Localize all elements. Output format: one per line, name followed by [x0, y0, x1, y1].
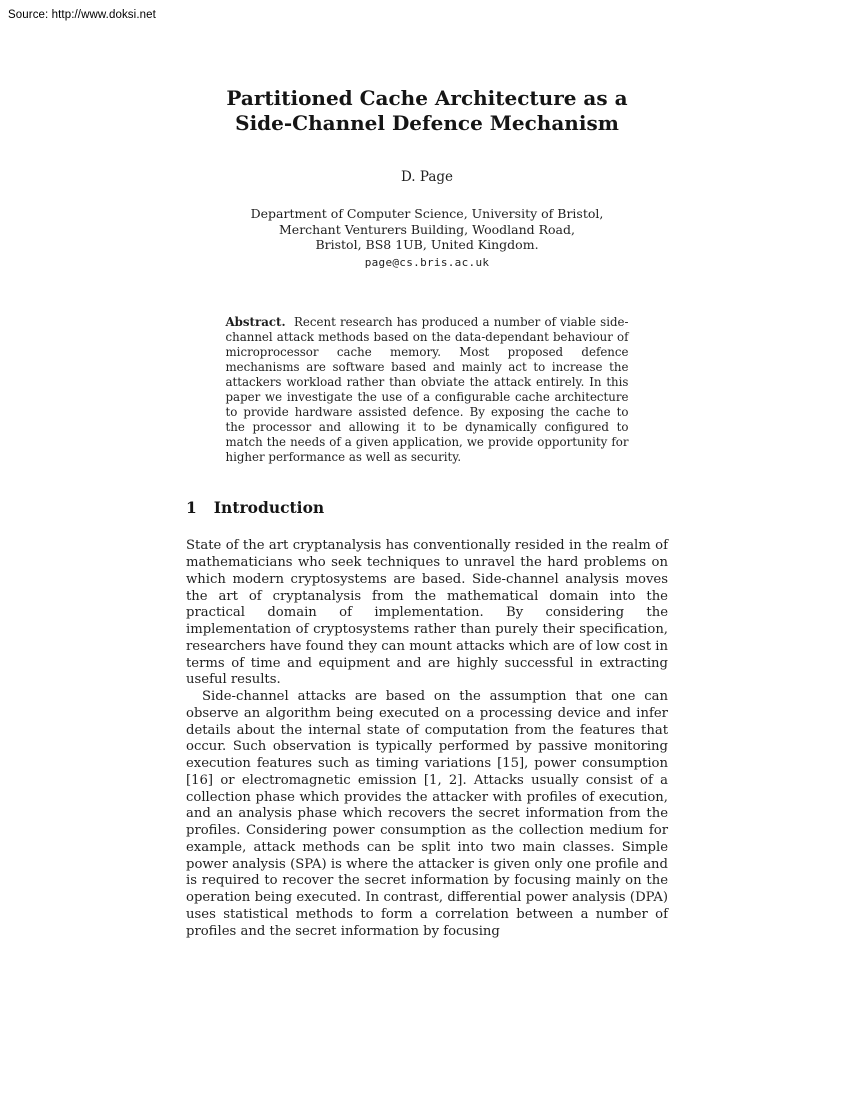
intro-paragraph-1: State of the art cryptanalysis has conventionally resided in the realm of mathematicians who seek techniques to unravel the hard problems on which modern cryptosystems are based. Side-channel analysis moves the art of cryptanalysis from the mathematical domain into the practical domain of implementation. By considering the implementation of cryptosystems rather than purely their specification, researchers have found they can mount attacks which are of low cost in terms of time and equipment and are highly successful in extracting useful results. [186, 538, 668, 688]
abstract-label: Abstract. [225, 314, 286, 329]
author-name: D. Page [400, 169, 454, 185]
paper-title-line1: Partitioned Cache Architecture as a [226, 86, 628, 110]
section-number: 1 [186, 498, 197, 518]
intro-paragraph-2: Side-channel attacks are based on the assumption that one can observe an algorithm being executed on a processing device and infer details about the internal state of computation from the features that occur. Such observation is typically performed by passive monitoring execution features such as timing variations [15], power consumption [16] or electromagnetic emission [1, 2]. Attacks usually consist of a collection phase which provides the attacker with profiles of execution, and an analysis phase which recovers the secret information from the profiles. Considering power consumption as the collection medium for example, attack methods can be split into two main classes. Simple power analysis (SPA) is where the attacker is given only one profile and is required to recover the secret information by focusing mainly on the operation being executed. In contrast, differential power analysis (DPA) uses statistical methods to form a correlation between a number of profiles and the secret information by focusing [186, 689, 668, 939]
affiliation-line2: Merchant Venturers Building, Woodland Road, [279, 221, 575, 237]
paper-content [186, 0, 668, 940]
abstract-text: Recent research has produced a number of viable side-channel attack methods based on the data-dependant behaviour of microprocessor cache memory. Most proposed defence mechanisms are software based and mainly act to increase the attackers workload rather than obviate the attack entirely. In this paper we investigate the use of a configurable cache architecture to provide hardware assisted defence. By exposing the cache to the processor and allowing it to be dynamically configured to match the needs of a given application, we provide opportunity for higher performance as well as security. [225, 314, 629, 465]
paper-title-line2: Side-Channel Defence Mechanism [235, 111, 619, 135]
author-email: page@cs.bris.ac.uk [364, 255, 490, 269]
affiliation-line1: Department of Computer Science, University of Bristol, [250, 206, 604, 221]
section-title: Introduction [213, 498, 325, 518]
section-heading-introduction [186, 498, 668, 517]
paper-title [186, 86, 668, 136]
affiliation-line3: Bristol, BS8 1UB, United Kingdom. [315, 237, 539, 252]
affiliation-block [186, 206, 668, 253]
abstract-paragraph [226, 315, 629, 466]
source-url-label: Source: http://www.doksi.net [8, 9, 156, 21]
